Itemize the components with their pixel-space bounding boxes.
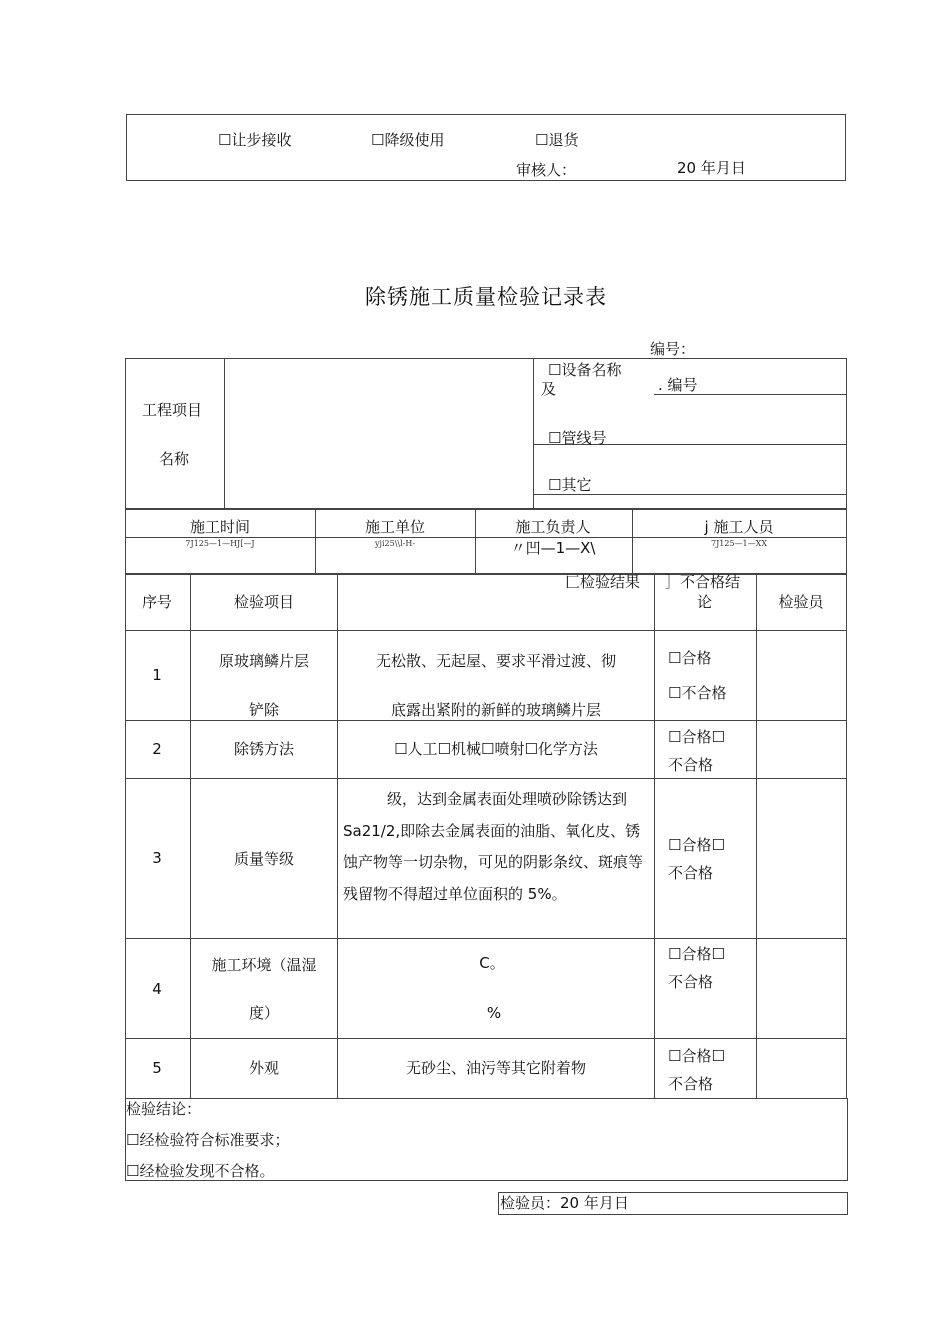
row3-inspector[interactable] xyxy=(757,779,846,937)
row2-item: 除锈方法 xyxy=(233,740,295,758)
row1-inspector[interactable] xyxy=(757,631,846,719)
project-name-label: 工程项目 xyxy=(142,401,203,419)
construction-workers-header: j 施工人员 xyxy=(704,518,774,536)
row2-fail-label: 不合格 xyxy=(668,756,714,774)
option-downgrade-use[interactable]: ☐降级使用 xyxy=(371,131,445,149)
row1-item-2: 铲除 xyxy=(248,701,280,719)
row4-fail-label: 不合格 xyxy=(668,973,714,991)
row1-seq: 1 xyxy=(152,666,162,684)
row2-seq: 2 xyxy=(152,740,162,758)
row2-pass-checkbox[interactable]: ☐合格☐ xyxy=(668,728,725,746)
equipment-name-label-2: 及 xyxy=(541,380,557,398)
conclusion-pass-checkbox[interactable]: ☐经检验符合标准要求； xyxy=(126,1131,290,1149)
conclusion-label: 检验结论： xyxy=(126,1100,202,1118)
row2-result[interactable]: ☐人工☐机械☐喷射☐化学方法 xyxy=(394,740,598,758)
row1-result-2: 底露出紧附的新鲜的玻璃鳞片层 xyxy=(390,701,602,719)
row5-item: 外观 xyxy=(248,1059,280,1077)
page-title: 除锈施工质量检验记录表 xyxy=(365,285,607,309)
construction-time-value[interactable]: 7J125—1—HJ[—J xyxy=(185,539,255,548)
col-header-result: 匚检验结果 xyxy=(565,573,641,591)
row5-pass-checkbox[interactable]: ☐合格☐ xyxy=(668,1047,725,1065)
construction-time-header: 施工时间 xyxy=(189,518,251,536)
equipment-number-label: . 编号 xyxy=(658,376,698,394)
col-header-inspector: 检验员 xyxy=(778,593,824,611)
col-header-conclusion-2: 论 xyxy=(697,593,713,611)
project-name-label-2: 名称 xyxy=(159,450,190,468)
row3-pass-checkbox[interactable]: ☐合格☐ xyxy=(668,836,725,854)
record-number-label: 编号： xyxy=(650,340,696,358)
construction-workers-value[interactable]: 7J125—1—XX xyxy=(710,539,768,548)
option-concession-accept[interactable]: ☐让步接收 xyxy=(218,131,292,149)
row3-seq: 3 xyxy=(152,849,162,867)
row5-result: 无砂尘、油污等其它附着物 xyxy=(405,1059,587,1077)
pipeline-number-checkbox[interactable]: ☐管线号 xyxy=(548,429,607,447)
review-date: 20 年月日 xyxy=(677,159,746,177)
row4-inspector[interactable] xyxy=(757,939,846,1037)
row1-pass-checkbox[interactable]: ☐合格 xyxy=(668,649,712,667)
row1-result: 无松散、无起屋、要求平滑过渡、彻 xyxy=(375,652,617,670)
construction-leader-header: 施工负责人 xyxy=(515,518,591,536)
construction-unit-value[interactable]: yji25\\l-H- xyxy=(374,539,416,548)
row4-temperature[interactable]: C。 xyxy=(479,954,505,972)
row4-seq: 4 xyxy=(152,980,162,998)
row2-inspector[interactable] xyxy=(757,721,846,777)
construction-leader-value[interactable]: 〃凹—1—X\ xyxy=(510,539,596,557)
row3-result: 级，达到金属表面处理喷砂除锈达到 Sa21/2,即除去金属表面的油脂、氧化皮、锈蚀产物等一切杂物，可见的阴影条纹、斑痕等残留物不得超过单位面积的 5%。 xyxy=(343,790,644,903)
row3-fail-label: 不合格 xyxy=(668,864,714,882)
row3-item: 质量等级 xyxy=(233,850,295,868)
row5-inspector[interactable] xyxy=(757,1039,846,1098)
option-return-goods[interactable]: ☐退货 xyxy=(535,131,579,149)
row4-item: 施工环境（温湿 xyxy=(211,956,317,974)
row1-fail-checkbox[interactable]: ☐不合格 xyxy=(668,684,727,702)
conclusion-fail-checkbox[interactable]: ☐经检验发现不合格。 xyxy=(126,1162,275,1180)
col-header-item: 检验项目 xyxy=(233,593,295,611)
col-header-conclusion: ］不合格结 xyxy=(665,573,741,591)
row4-humidity[interactable]: % xyxy=(486,1004,502,1022)
construction-unit-header: 施工单位 xyxy=(364,518,426,536)
row5-seq: 5 xyxy=(152,1059,162,1077)
col-header-seq: 序号 xyxy=(141,593,173,611)
other-checkbox[interactable]: ☐其它 xyxy=(548,476,592,494)
equipment-name-checkbox[interactable]: ☐设备名称 xyxy=(548,361,622,379)
row1-item: 原玻璃鳞片层 xyxy=(218,652,310,670)
inspector-signature[interactable]: 检验员：20 年月日 xyxy=(500,1194,629,1212)
project-name-value[interactable] xyxy=(226,360,531,507)
row5-fail-label: 不合格 xyxy=(668,1075,714,1093)
reviewer-label: 审核人： xyxy=(516,161,577,179)
row4-item-2: 度） xyxy=(248,1004,280,1022)
row4-pass-checkbox[interactable]: ☐合格☐ xyxy=(668,945,725,963)
